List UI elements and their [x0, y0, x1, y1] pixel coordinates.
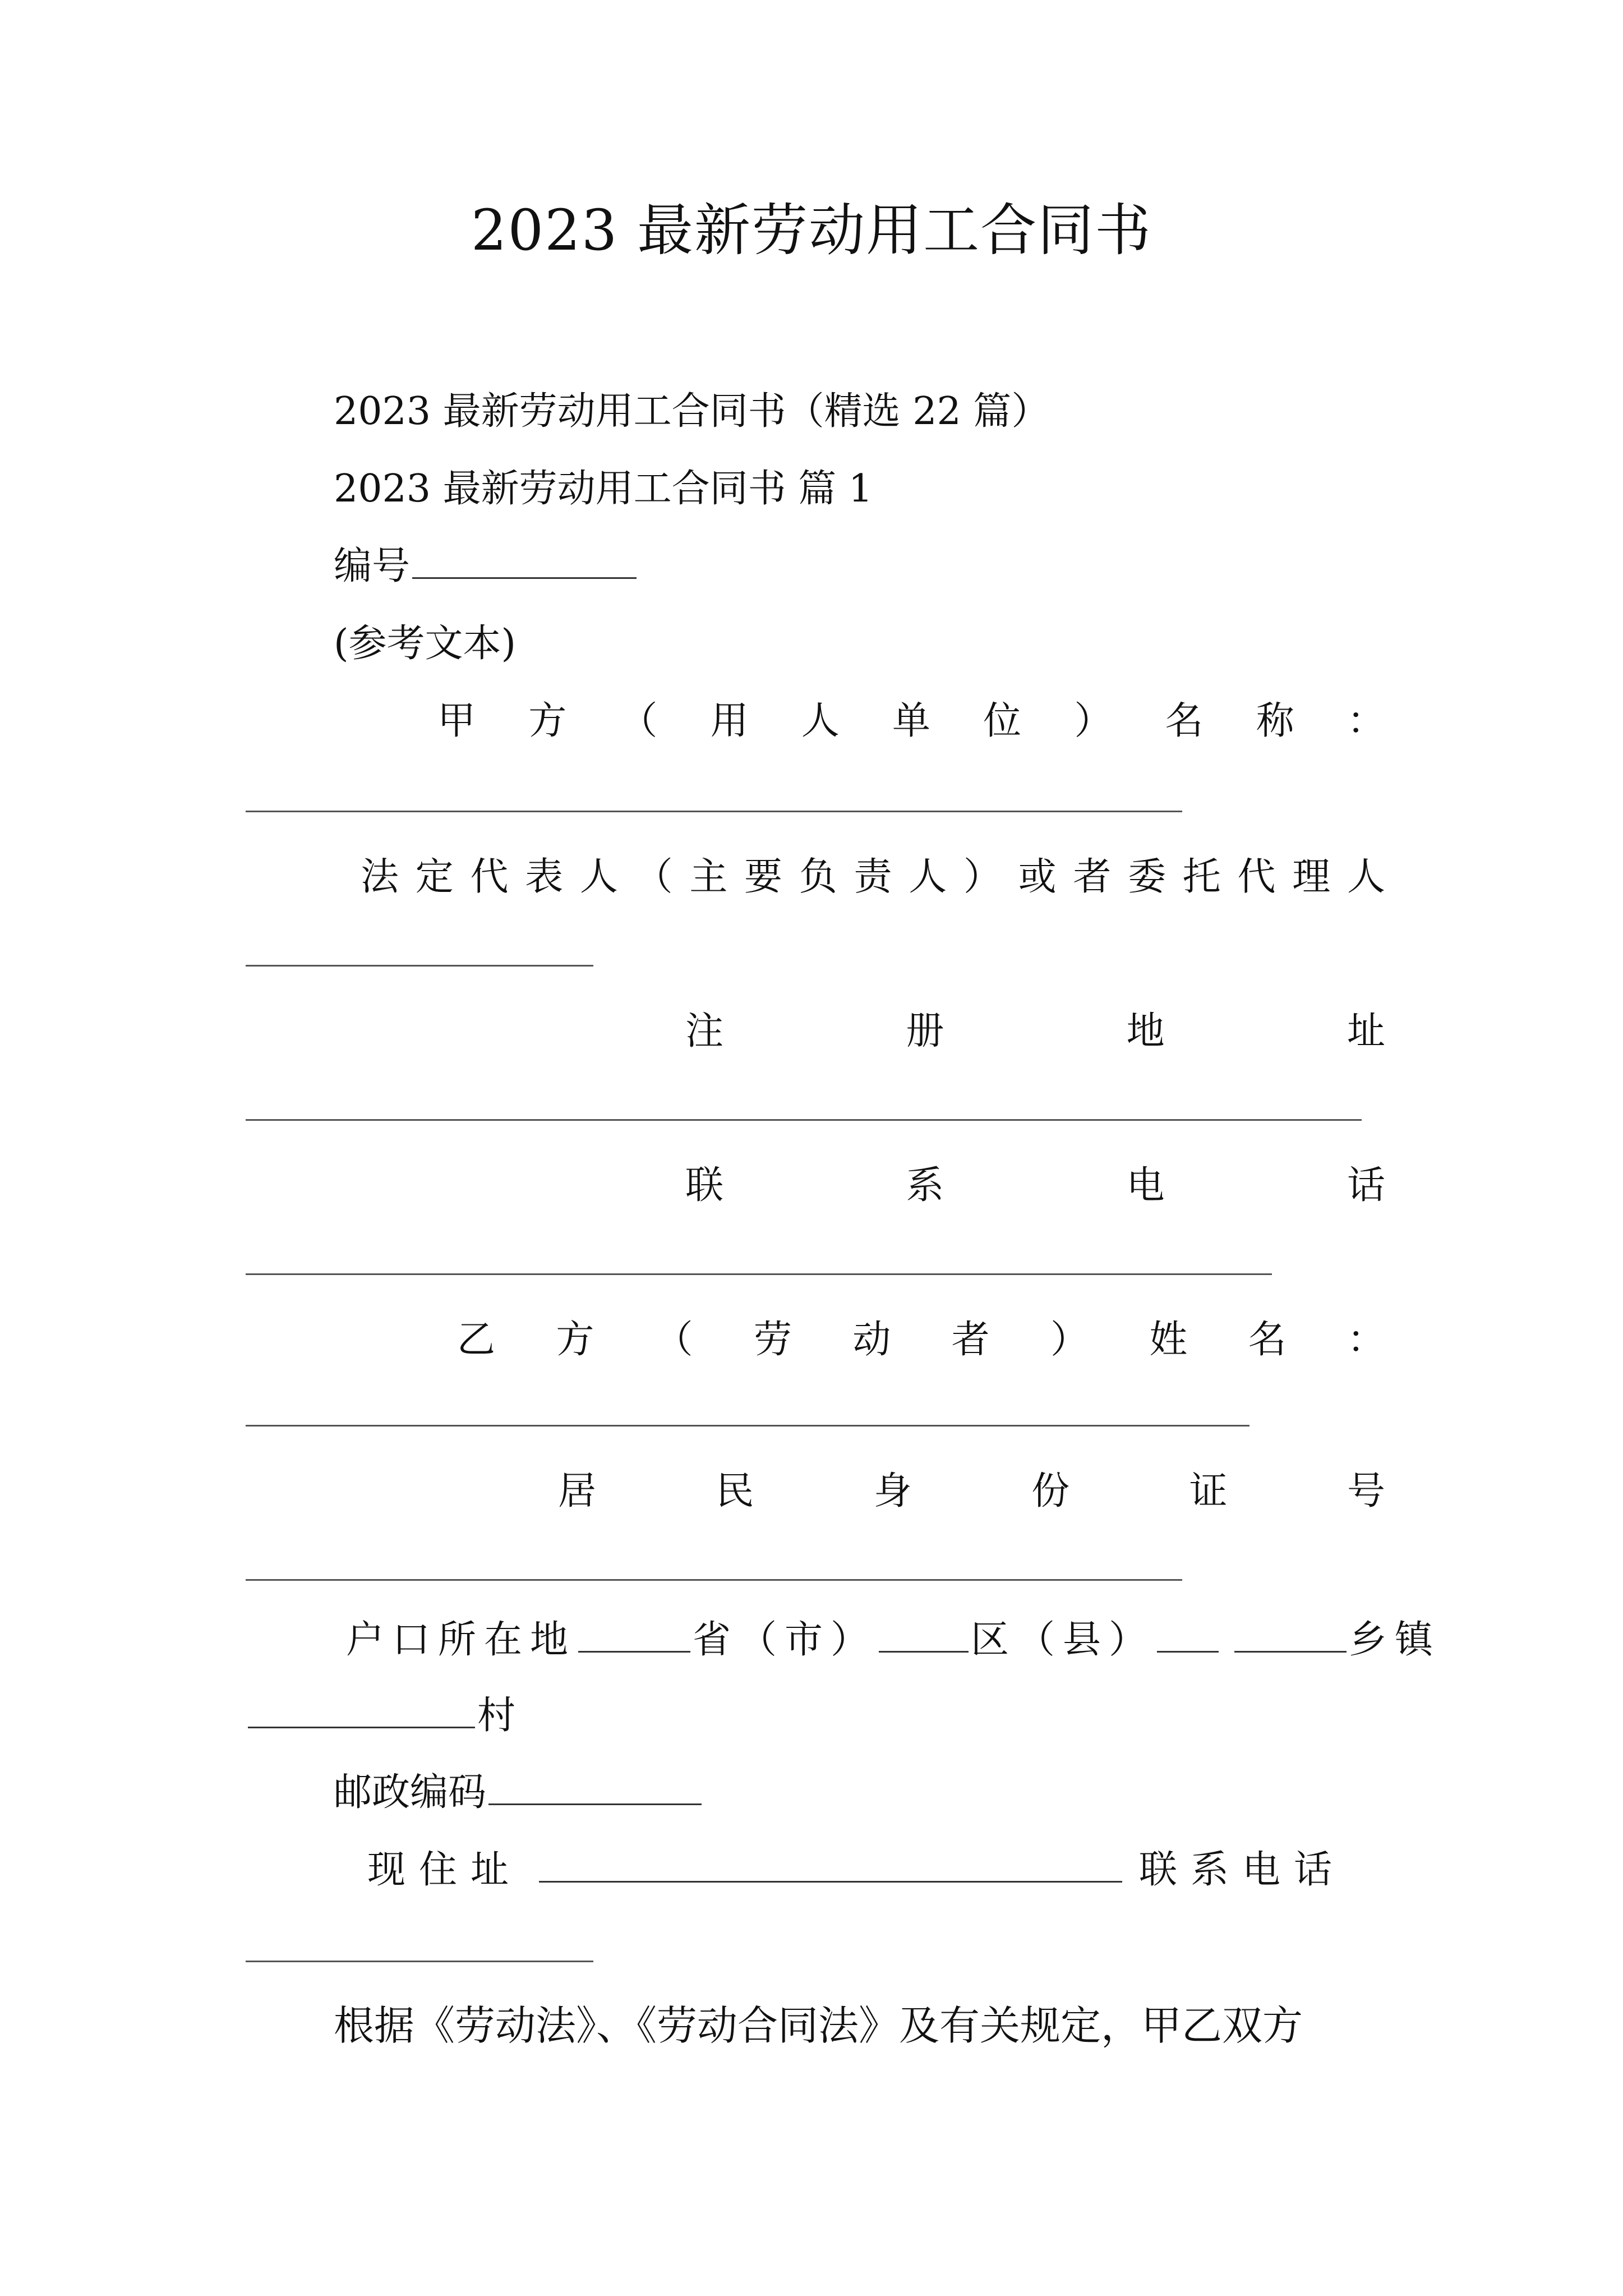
- label-char: 用: [710, 699, 749, 743]
- label-char: ：: [1347, 699, 1385, 743]
- legal-representative-label: [361, 855, 1385, 899]
- label-char: ：: [1347, 1318, 1385, 1362]
- party-b-name-label: [457, 1318, 1385, 1362]
- registered-address-label: [685, 1009, 1385, 1053]
- label-char: 表: [525, 855, 564, 899]
- section-heading: 2023 最新劳动用工合同书 篇 1: [334, 467, 873, 511]
- label-char: ）: [1050, 1318, 1089, 1362]
- label-char: 定: [415, 855, 454, 899]
- current-address-row: [367, 1848, 1346, 1892]
- number-blank[interactable]: [412, 577, 637, 579]
- postal-code-blank[interactable]: [488, 1803, 702, 1805]
- label-char: 身: [873, 1469, 912, 1513]
- label-char: 委: [1128, 855, 1166, 899]
- id-number-label: [558, 1469, 1385, 1513]
- label-char: ）: [1074, 699, 1113, 743]
- label-char: 理: [1292, 855, 1331, 899]
- label-char: 址: [1347, 1009, 1385, 1053]
- closing-paragraph: 根据《劳动法》、《劳动合同法》及有关规定，甲乙双方: [334, 2002, 1303, 2049]
- current-phone-label: 联系电话: [1139, 1848, 1346, 1892]
- label-char: 主: [689, 855, 728, 899]
- label-char: 名: [1248, 1318, 1287, 1362]
- household-village-blank[interactable]: [248, 1727, 475, 1728]
- label-char: （: [619, 699, 658, 743]
- contact-phone-blank[interactable]: [246, 1273, 1272, 1275]
- reference-text: (参考文本): [334, 622, 517, 666]
- label-char: 人: [909, 855, 947, 899]
- label-char: 甲: [437, 699, 476, 743]
- label-char: 份: [1031, 1469, 1070, 1513]
- party-a-name-blank[interactable]: [246, 811, 1182, 812]
- postal-code-row: [334, 1770, 704, 1815]
- label-char: 号: [1347, 1469, 1385, 1513]
- document-title: 2023 最新劳动用工合同书: [471, 197, 1152, 263]
- label-char: 人: [1347, 855, 1385, 899]
- label-char: 位: [983, 699, 1022, 743]
- label-char: 动: [852, 1318, 891, 1362]
- household-city-blank[interactable]: [879, 1651, 969, 1653]
- household-district: 区（县）: [971, 1618, 1155, 1662]
- label-char: 电: [1126, 1163, 1165, 1208]
- label-char: 代: [1237, 855, 1276, 899]
- label-char: 方: [528, 699, 567, 743]
- household-prefix: 户口所在地: [346, 1618, 577, 1662]
- household-town-blank[interactable]: [1234, 1651, 1347, 1653]
- label-char: 或: [1018, 855, 1057, 899]
- household-registration-row: [346, 1618, 1441, 1662]
- registered-address-blank[interactable]: [246, 1119, 1362, 1121]
- number-label: 编号: [334, 544, 411, 588]
- current-address-blank[interactable]: [539, 1881, 1122, 1883]
- current-phone-blank[interactable]: [246, 1961, 593, 1962]
- household-village: 村: [477, 1694, 516, 1738]
- label-char: 者: [951, 1318, 990, 1362]
- household-province: 省（市）: [693, 1618, 877, 1662]
- label-char: 者: [1073, 855, 1112, 899]
- label-char: 单: [892, 699, 930, 743]
- household-province-blank[interactable]: [578, 1651, 690, 1653]
- label-char: （: [654, 1318, 693, 1362]
- label-char: 劳: [753, 1318, 792, 1362]
- label-char: 称: [1256, 699, 1294, 743]
- legal-representative-blank[interactable]: [246, 965, 593, 967]
- household-district-blank[interactable]: [1157, 1651, 1219, 1653]
- label-char: 责: [854, 855, 892, 899]
- label-char: 要: [744, 855, 783, 899]
- label-char: 代: [470, 855, 509, 899]
- label-char: 负: [799, 855, 837, 899]
- label-char: 名: [1165, 699, 1204, 743]
- label-char: 方: [556, 1318, 594, 1362]
- label-char: 法: [361, 855, 399, 899]
- label-char: 居: [558, 1469, 597, 1513]
- household-town: 乡镇: [1349, 1618, 1441, 1662]
- party-a-name-label: [437, 699, 1385, 743]
- document-subtitle: 2023 最新劳动用工合同书（精选 22 篇）: [334, 389, 1050, 434]
- number-field: [334, 544, 639, 588]
- contact-phone-label: [685, 1163, 1385, 1208]
- id-number-blank[interactable]: [246, 1579, 1182, 1581]
- party-b-name-blank[interactable]: [246, 1425, 1249, 1427]
- label-char: ）: [963, 855, 1002, 899]
- label-char: 注: [685, 1009, 724, 1053]
- label-char: 系: [906, 1163, 944, 1208]
- label-char: 联: [685, 1163, 724, 1208]
- label-char: 托: [1182, 855, 1221, 899]
- postal-code-label: 邮政编码: [334, 1770, 487, 1815]
- label-char: 地: [1126, 1009, 1165, 1053]
- label-char: （: [634, 855, 673, 899]
- label-char: 乙: [457, 1318, 496, 1362]
- label-char: 话: [1347, 1163, 1385, 1208]
- household-village-row: [246, 1694, 516, 1738]
- label-char: 人: [579, 855, 618, 899]
- label-char: 证: [1189, 1469, 1228, 1513]
- label-char: 姓: [1149, 1318, 1188, 1362]
- label-char: 民: [716, 1469, 754, 1513]
- label-char: 册: [906, 1009, 944, 1053]
- current-address-label: 现住址: [367, 1848, 523, 1892]
- label-char: 人: [801, 699, 840, 743]
